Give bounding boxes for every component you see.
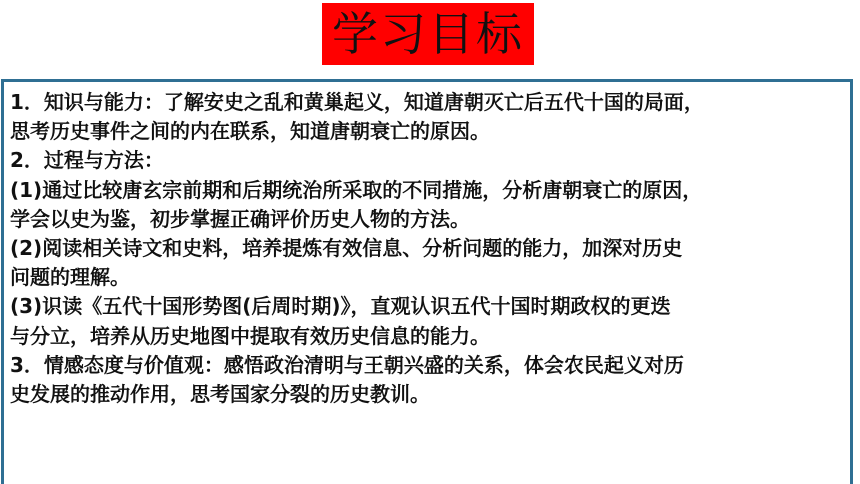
objective-line: (1)通过比较唐玄宗前期和后期统治所采取的不同措施，分析唐朝衰亡的原因， xyxy=(10,177,703,202)
objective-line: 1．知识与能力：了解安史之乱和黄巢起义，知道唐朝灭亡后五代十国的局面， xyxy=(10,90,704,114)
objective-line: 2．过程与方法： xyxy=(10,148,164,173)
objective-line: 与分立，培养从历史地图中提取有效历史信息的能力。 xyxy=(10,323,490,348)
objective-line: 3．情感态度与价值观：感悟政治清明与王朝兴盛的关系，体会农民起义对历 xyxy=(10,352,684,377)
objective-line: 史发展的推动作用，思考国家分裂的历史教训。 xyxy=(10,382,430,407)
objectives-box xyxy=(1,79,853,484)
objective-line: 问题的理解。 xyxy=(10,265,130,290)
objective-line: 学会以史为鉴，初步掌握正确评价历史人物的方法。 xyxy=(10,206,470,231)
objective-line: (2)阅读相关诗文和史料，培养提炼有效信息、分析问题的能力，加深对历史 xyxy=(10,236,683,261)
objective-line: 思考历史事件之间的内在联系，知道唐朝衰亡的原因。 xyxy=(10,119,490,144)
slide-title: 学习目标 xyxy=(332,7,524,61)
title-banner xyxy=(322,3,534,65)
objective-line: (3)识读《五代十国形势图(后周时期)》，直观认识五代十国时期政权的更迭 xyxy=(10,294,671,319)
